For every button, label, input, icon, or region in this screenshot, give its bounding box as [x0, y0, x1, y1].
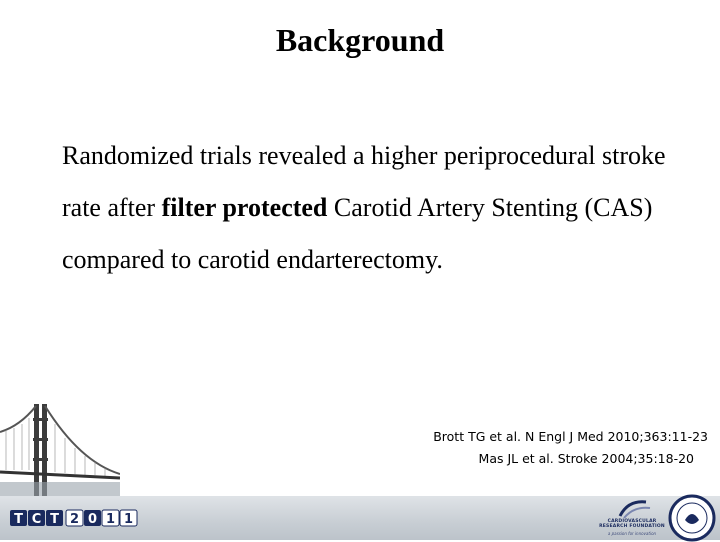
svg-text:T: T: [50, 512, 59, 527]
body-text-part2: Carotid Artery Stenting (CAS) compared to carotid endarterectomy.: [62, 193, 653, 274]
svg-text:T: T: [14, 512, 23, 527]
crf-swirl-icon: [600, 496, 664, 520]
golden-gate-bridge-image: [0, 392, 120, 498]
svg-text:0: 0: [87, 512, 98, 527]
reference-1: Brott TG et al. N Engl J Med 2010;363:11-23: [433, 429, 708, 444]
body-text-part1: Randomized trials revealed a higher periprocedural stroke rate after: [62, 141, 666, 222]
reference-2: Mas JL et al. Stroke 2004;35:18-20: [478, 451, 694, 466]
svg-text:C: C: [31, 512, 42, 527]
body-text: [62, 130, 702, 286]
svg-text:1: 1: [105, 512, 116, 527]
tct-2011-logo: [10, 508, 140, 528]
crf-name: CARDIOVASCULAR RESEARCH FOUNDATION: [599, 519, 665, 529]
crf-tagline: a passion for innovation: [607, 531, 657, 536]
body-text-bold: filter protected: [161, 193, 328, 222]
references: [433, 426, 708, 470]
seal-logo: [668, 494, 716, 542]
svg-text:2: 2: [69, 512, 80, 527]
slide-title: Background: [275, 22, 445, 58]
svg-text:1: 1: [123, 512, 134, 527]
